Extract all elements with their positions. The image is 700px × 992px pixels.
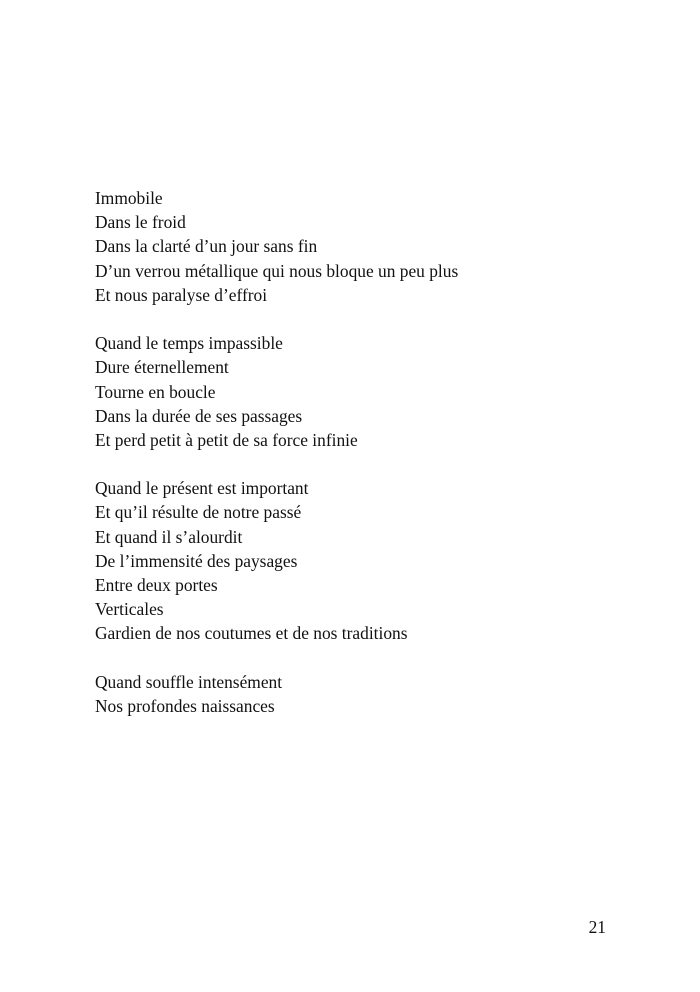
poem-line: Quand le temps impassible: [95, 333, 283, 354]
poem-line: Dans le froid: [95, 212, 186, 233]
poem-line: Immobile: [95, 188, 163, 208]
stanza-3: [95, 476, 655, 645]
poem-line: Et qu’il résulte de notre passé: [95, 502, 302, 523]
poem-line: Dans la clarté d’un jour sans fin: [95, 236, 318, 257]
stanza-2: [95, 331, 655, 452]
page-number: 21: [588, 917, 606, 937]
poem-line: D’un verrou métallique qui nous bloque un peu plus: [95, 260, 459, 281]
poem-line: Verticales: [95, 599, 164, 620]
stanza-1: [95, 186, 655, 307]
poem-line: Quand souffle intensément: [95, 671, 283, 692]
poem-line: Gardien de nos coutumes et de nos traditions: [95, 623, 408, 644]
poem-line: Et perd petit à petit de sa force infinie: [95, 429, 358, 450]
poem-line: Quand le présent est important: [95, 478, 309, 499]
poem-line: Et nous paralyse d’effroi: [95, 284, 268, 305]
poem-line: Dans la durée de ses passages: [95, 405, 303, 426]
poem-line: Et quand il s’alourdit: [95, 526, 243, 547]
poem-line: Entre deux portes: [95, 575, 218, 595]
poem-body: [95, 186, 655, 742]
poem-line: De l’immensité des paysages: [95, 550, 298, 571]
poem-line: Tourne en boucle: [95, 381, 216, 402]
poem-line: Nos profondes naissances: [95, 695, 275, 716]
poem-line: Dure éternellement: [95, 357, 229, 378]
stanza-4: [95, 670, 655, 718]
